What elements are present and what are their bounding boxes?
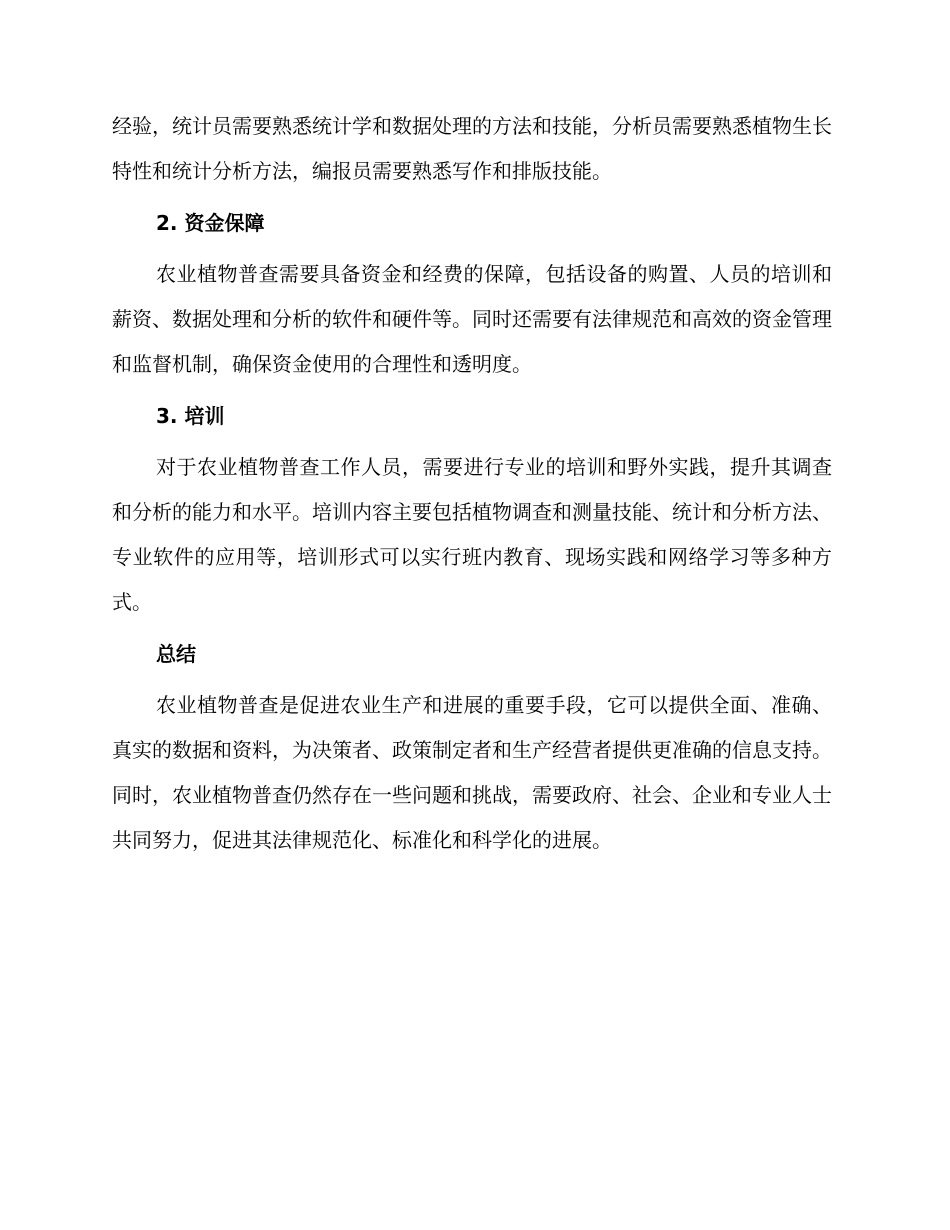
- paragraph-training: 对于农业植物普查工作人员，需要进行专业的培训和野外实践，提升其调查和分析的能力和水平。培训内容主要包括植物调查和测量技能、统计和分析方法、专业软件的应用等，培训形式可以实行班内教育、现场实践和网络学习等多种方式。: [112, 455, 832, 614]
- paragraph-staff-skills: 经验，统计员需要熟悉统计学和数据处理的方法和技能，分析员需要熟悉植物生长特性和统计分析方法，编报员需要熟悉写作和排版技能。: [112, 114, 832, 183]
- section-heading-summary: 总结: [156, 642, 196, 666]
- paragraph-funding: 农业植物普查需要具备资金和经费的保障，包括设备的购置、人员的培训和薪资、数据处理和分析的软件和硬件等。同时还需要有法律规范和高效的资金管理和监督机制，确保资金使用的合理性和透明度。: [112, 262, 832, 376]
- document-page: [112, 104, 832, 863]
- section-heading-funding: 2. 资金保障: [156, 211, 265, 235]
- paragraph-summary: 农业植物普查是促进农业生产和进展的重要手段，它可以提供全面、准确、真实的数据和资料，为决策者、政策制定者和生产经营者提供更准确的信息支持。同时，农业植物普查仍然存在一些问题和挑战，需要政府、社会、企业和专业人士共同努力，促进其法律规范化、标准化和科学化的进展。: [112, 693, 832, 852]
- section-heading-training: 3. 培训: [156, 404, 225, 428]
